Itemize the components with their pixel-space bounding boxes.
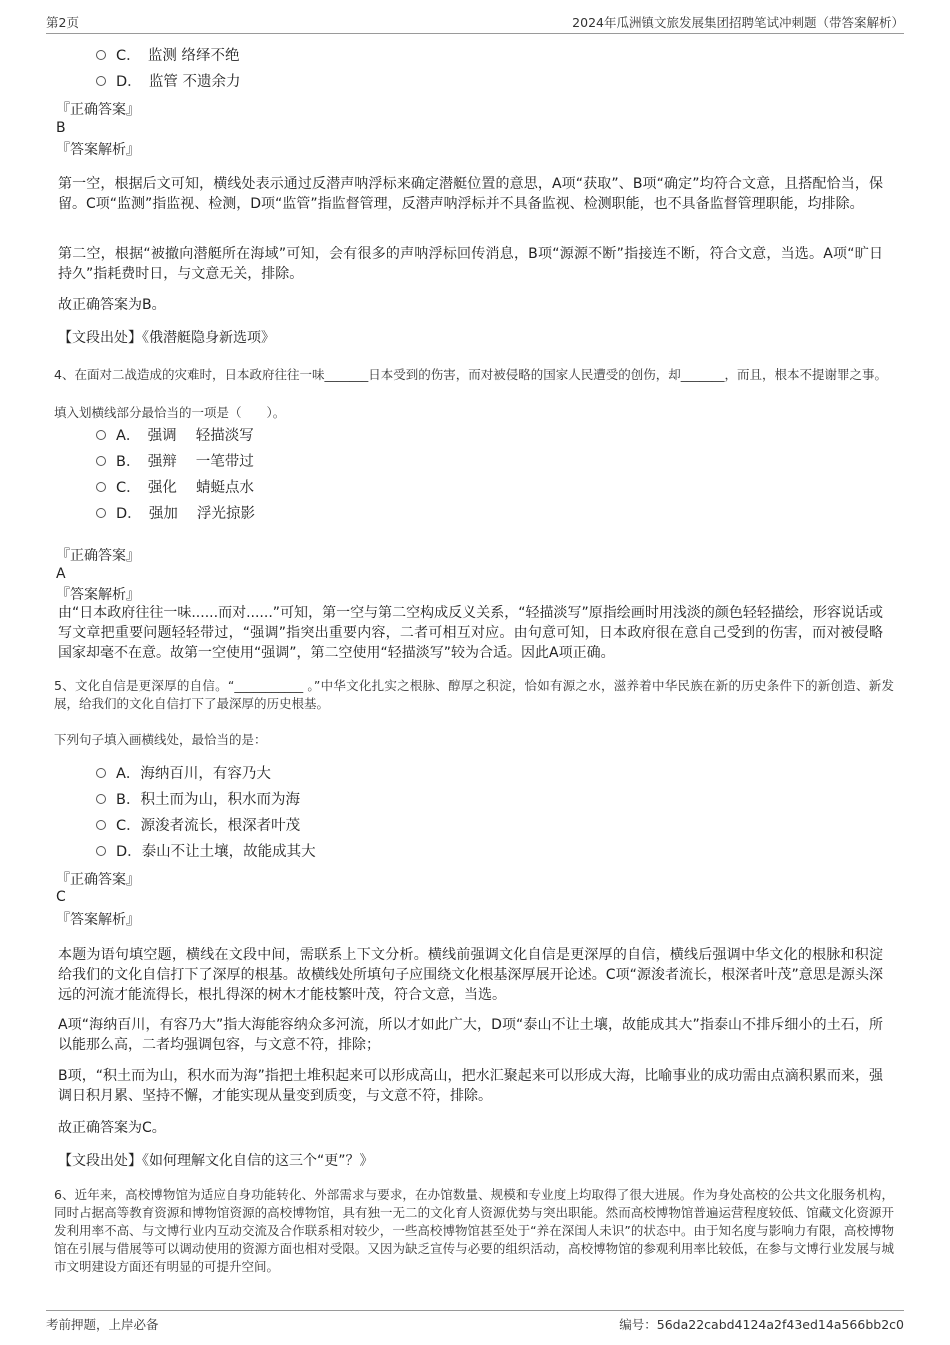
q5-source: 【文段出处】《如何理解文化自信的这三个“更”？》	[58, 1153, 374, 1169]
radio-icon[interactable]	[96, 794, 106, 804]
q5-answer: C	[56, 889, 66, 905]
q4-option-c[interactable]: C． 强化 蜻蜓点水	[96, 478, 254, 498]
q5-analysis-label: 『答案解析』	[56, 912, 140, 928]
q4-analysis: 由“日本政府往往一味......而对......”可知，第一空与第二空构成反义关系，“轻描淡写”原指绘画时用浅淡的颜色轻轻描绘，形容说话或写文章把重要问题轻轻带过，“强调”指突出重要内容，二者可相互对应。由句意可知，日本政府很在意自己受到的伤害，而对被侵略国家却毫不在意。故第一空使用“强调”，第二空使用“轻描淡写”较为合适。因此A项正确。	[58, 605, 883, 661]
footer-slogan: 考前押题，上岸必备	[46, 1317, 159, 1332]
q3-answer: B	[56, 120, 66, 136]
page-number: 第2页	[46, 15, 79, 30]
q3-analysis-label: 『答案解析』	[56, 142, 140, 158]
q3-answer-label: 『正确答案』	[56, 102, 140, 118]
q3-source: 【文段出处】《俄潜艇隐身新选项》	[58, 330, 275, 346]
q4-prompt: 填入划横线部分最恰当的一项是（ ）。	[54, 405, 286, 420]
q5-prompt: 下列句子填入画横线处，最恰当的是：	[54, 732, 267, 747]
q4-analysis-label: 『答案解析』	[56, 587, 140, 603]
q4-answer: A	[56, 566, 66, 582]
radio-icon[interactable]	[96, 456, 106, 466]
q5-option-c[interactable]: C．源浚者流长，根深者叶茂	[96, 816, 300, 836]
radio-icon[interactable]	[96, 846, 106, 856]
q3-analysis-para3: 故正确答案为B。	[58, 297, 166, 313]
footer-code: 编号：56da22cabd4124a2f43ed14a566bb2c0	[619, 1317, 904, 1332]
radio-icon[interactable]	[96, 482, 106, 492]
q5-option-b[interactable]: B．积土而为山，积水而为海	[96, 790, 300, 810]
radio-icon[interactable]	[96, 430, 106, 440]
q4-option-d[interactable]: D． 强加 浮光掠影	[96, 504, 255, 524]
radio-icon[interactable]	[96, 768, 106, 778]
q6-stem: 6、近年来，高校博物馆为适应自身功能转化、外部需求与要求，在办馆数量、规模和专业度上均取得了很大进展。作为身处高校的公共文化服务机构，同时占据高等教育资源和博物馆资源的高校博物馆，具有独一无二的文化育人资源优势与突出职能。然而高校博物馆普遍运营程度较低、馆藏文化资源开发利用率不高、与文博行业内互动交流及合作联系相对较少，一些高校博物馆甚至处于“养在深闺人未识”的状态中。由于知名度与影响力有限，高校博物馆在引展与借展等可以调动使用的资源方面也相对受限。又因为缺乏宣传与必要的组织活动，高校博物馆的参观利用率比较低，在参与文博行业发展与城市文明建设方面还有明显的可提升空间。	[54, 1187, 894, 1274]
q4-option-a[interactable]: A． 强调 轻描淡写	[96, 426, 254, 446]
q4-option-b[interactable]: B． 强辩 一笔带过	[96, 452, 254, 472]
q5-stem: 5、文化自信是更深厚的自信。“___________ 。”中华文化扎实之根脉、醇厚之积淀，恰如有源之水，滋养着中华民族在新的历史条件下的新创造、新发展，给我们的文化自信打下了最深厚的历史根基。	[54, 678, 894, 711]
q3-analysis-para1: 第一空，根据后文可知，横线处表示通过反潜声呐浮标来确定潜艇位置的意思，A项“获取”、B项“确定”均符合文意，且搭配恰当，保留。C项“监测”指监视、检测，D项“监管”指监督管理，反潜声呐浮标并不具备监视、检测职能，也不具备监督管理职能，均排除。	[58, 176, 883, 212]
radio-icon[interactable]	[96, 820, 106, 830]
q3-option-d[interactable]: D． 监管 不遗余力	[96, 72, 241, 92]
q3-analysis-para2: 第二空，根据“被撤向潜艇所在海域”可知，会有很多的声呐浮标回传消息，B项“源源不断”指接连不断，符合文意，当选。A项“旷日持久”指耗费时日，与文意无关，排除。	[58, 246, 883, 282]
page-header	[46, 13, 904, 34]
radio-icon[interactable]	[96, 76, 106, 86]
page-footer	[46, 1310, 904, 1333]
q4-stem: 4、在面对二战造成的灾难时，日本政府往往一味_______日本受到的伤害，而对被侵略的国家人民遭受的创伤，却_______，而且，根本不提谢罪之事。	[54, 367, 887, 382]
q4-answer-label: 『正确答案』	[56, 548, 140, 564]
q5-option-a[interactable]: A．海纳百川，有容乃大	[96, 764, 271, 784]
document-title: 2024年瓜洲镇文旅发展集团招聘笔试冲刺题（带答案解析）	[572, 15, 904, 30]
q5-answer-label: 『正确答案』	[56, 872, 140, 888]
radio-icon[interactable]	[96, 508, 106, 518]
q5-analysis-para3: B项，“积土而为山，积水而为海”指把土堆积起来可以形成高山，把水汇聚起来可以形成大海，比喻事业的成功需由点滴积累而来，强调日积月累、坚持不懈，才能实现从量变到质变，与文意不符，排除。	[58, 1068, 883, 1104]
radio-icon[interactable]	[96, 50, 106, 60]
q5-analysis-para4: 故正确答案为C。	[58, 1120, 166, 1136]
q5-analysis-para1: 本题为语句填空题，横线在文段中间，需联系上下文分析。横线前强调文化自信是更深厚的自信，横线后强调中华文化的根脉和积淀给我们的文化自信打下了深厚的根基。故横线处所填句子应围绕文化根基深厚展开论述。C项“源浚者流长，根深者叶茂”意思是源头深远的河流才能流得长，根扎得深的树木才能枝繁叶茂，符合文意，当选。	[58, 947, 883, 1003]
q5-option-d[interactable]: D．泰山不让土壤，故能成其大	[96, 842, 316, 862]
q3-option-c[interactable]: C． 监测 络绎不绝	[96, 46, 239, 66]
q5-analysis-para2: A项“海纳百川，有容乃大”指大海能容纳众多河流，所以才如此广大，D项“泰山不让土壤，故能成其大”指泰山不排斥细小的土石，所以能那么高，二者均强调包容，与文意不符，排除；	[58, 1017, 883, 1053]
